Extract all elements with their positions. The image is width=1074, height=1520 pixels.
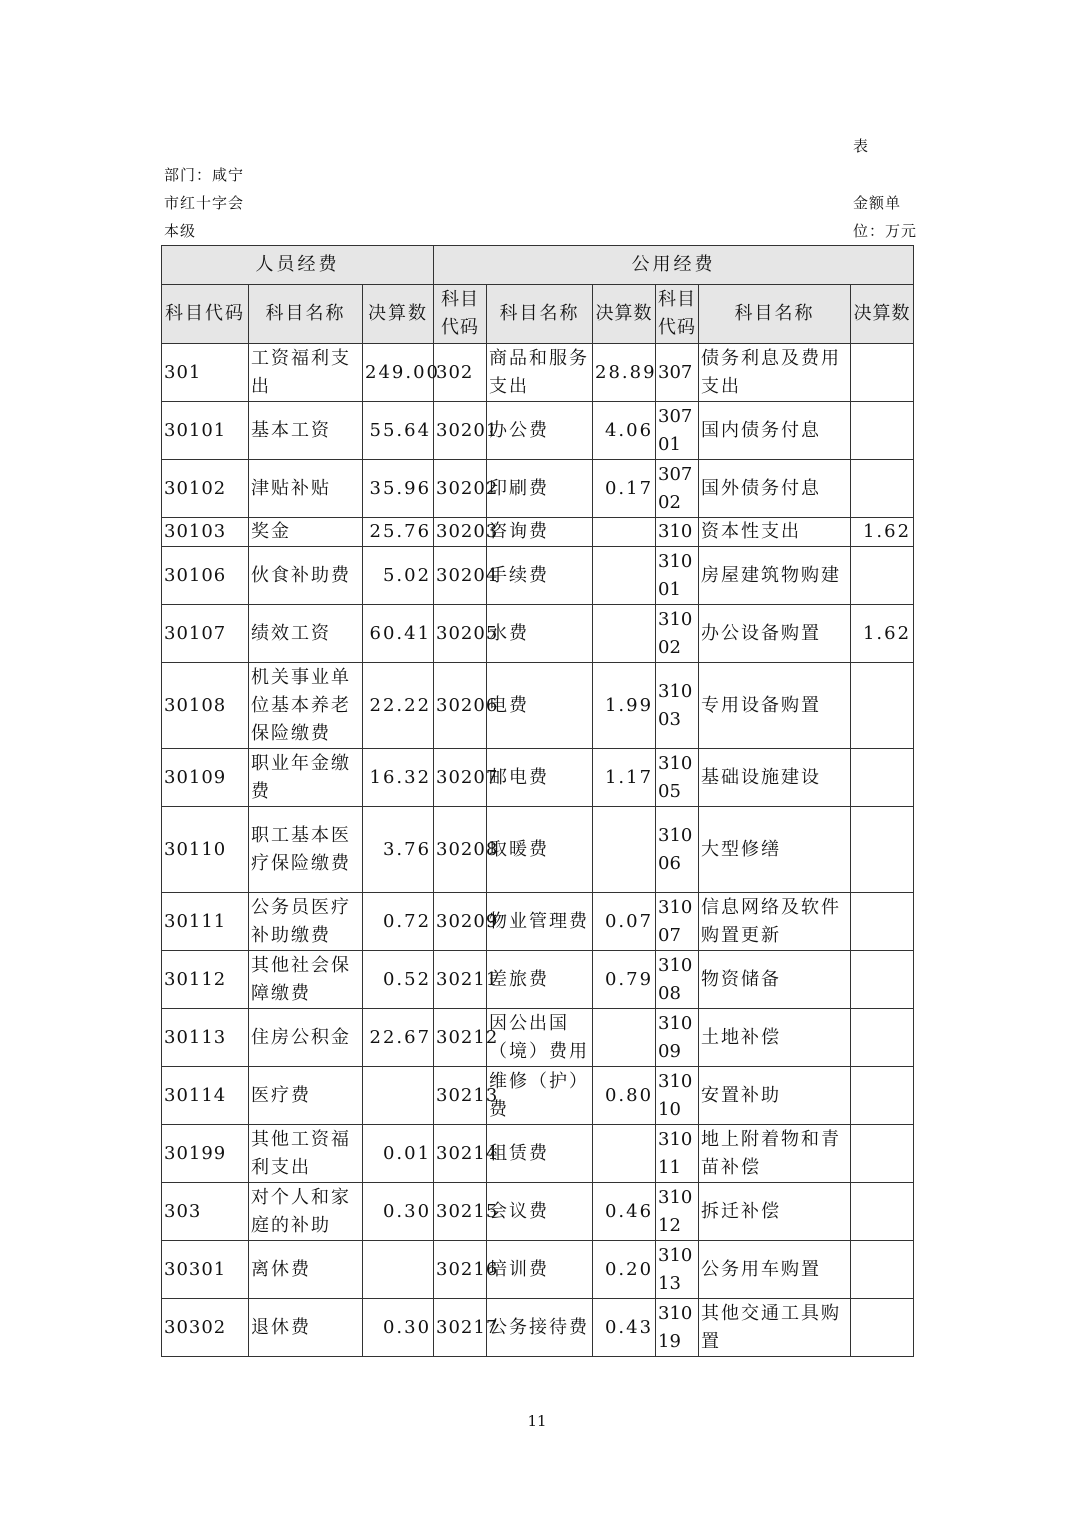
cell-name-3: 地上附着物和青苗补偿 — [699, 1125, 851, 1183]
cell-code-3: 31002 — [656, 605, 699, 663]
cell-code-3: 307 — [656, 344, 699, 402]
table-row — [162, 951, 914, 1009]
cell-code-3: 31010 — [656, 1067, 699, 1125]
cell-name-3: 基础设施建设 — [699, 749, 851, 807]
cell-amount-1: 16.32 — [363, 749, 434, 807]
cell-name-3: 债务利息及费用支出 — [699, 344, 851, 402]
cell-amount-2 — [593, 518, 656, 547]
cell-code-1: 30110 — [162, 807, 249, 893]
cell-name-3: 大型修缮 — [699, 807, 851, 893]
table-row — [162, 807, 914, 893]
department-label-line3: 本级 — [164, 222, 197, 240]
cell-name-1: 工资福利支出 — [249, 344, 363, 402]
cell-amount-2: 1.17 — [593, 749, 656, 807]
cell-amount-3: 1.62 — [851, 605, 914, 663]
cell-amount-3 — [851, 1241, 914, 1299]
cell-code-2: 30209 — [434, 893, 487, 951]
department-label-line1: 部门：咸宁 — [164, 166, 245, 184]
cell-amount-2: 0.43 — [593, 1299, 656, 1357]
cell-code-3: 31001 — [656, 547, 699, 605]
cell-amount-1: 60.41 — [363, 605, 434, 663]
cell-amount-1: 249.00 — [363, 344, 434, 402]
cell-amount-2: 0.17 — [593, 460, 656, 518]
cell-amount-1: 3.76 — [363, 807, 434, 893]
cell-amount-2: 0.07 — [593, 893, 656, 951]
cell-code-1: 30199 — [162, 1125, 249, 1183]
cell-name-1: 绩效工资 — [249, 605, 363, 663]
cell-name-3: 物资储备 — [699, 951, 851, 1009]
cell-name-1: 公务员医疗补助缴费 — [249, 893, 363, 951]
cell-amount-1: 55.64 — [363, 402, 434, 460]
cell-amount-2 — [593, 1125, 656, 1183]
cell-amount-1: 22.22 — [363, 663, 434, 749]
cell-name-3: 资本性支出 — [699, 518, 851, 547]
cell-code-2: 30208 — [434, 807, 487, 893]
cell-code-2: 30205 — [434, 605, 487, 663]
cell-amount-2 — [593, 547, 656, 605]
cell-amount-3 — [851, 1299, 914, 1357]
cell-name-2: 水费 — [487, 605, 593, 663]
table-row — [162, 518, 914, 547]
cell-amount-2: 1.99 — [593, 663, 656, 749]
cell-amount-3 — [851, 1067, 914, 1125]
cell-amount-3: 1.62 — [851, 518, 914, 547]
cell-amount-2: 0.80 — [593, 1067, 656, 1125]
table-row — [162, 605, 914, 663]
cell-amount-1: 0.30 — [363, 1299, 434, 1357]
col-header-name-2: 科目名称 — [487, 285, 593, 344]
table-row — [162, 344, 914, 402]
cell-name-1: 职业年金缴费 — [249, 749, 363, 807]
cell-amount-1: 0.30 — [363, 1183, 434, 1241]
cell-code-2: 30201 — [434, 402, 487, 460]
cell-amount-1: 0.52 — [363, 951, 434, 1009]
cell-amount-3 — [851, 547, 914, 605]
table-row — [162, 893, 914, 951]
cell-amount-3 — [851, 460, 914, 518]
cell-name-2: 因公出国（境）费用 — [487, 1009, 593, 1067]
cell-code-1: 30108 — [162, 663, 249, 749]
cell-name-1: 住房公积金 — [249, 1009, 363, 1067]
cell-name-2: 商品和服务支出 — [487, 344, 593, 402]
cell-name-3: 专用设备购置 — [699, 663, 851, 749]
cell-amount-2 — [593, 1009, 656, 1067]
cell-amount-2: 28.89 — [593, 344, 656, 402]
cell-amount-2: 0.20 — [593, 1241, 656, 1299]
cell-name-1: 其他工资福利支出 — [249, 1125, 363, 1183]
cell-name-1: 机关事业单位基本养老保险缴费 — [249, 663, 363, 749]
cell-code-3: 30701 — [656, 402, 699, 460]
col-header-code-3: 科目代码 — [656, 285, 699, 344]
cell-name-2: 邮电费 — [487, 749, 593, 807]
cell-name-1: 基本工资 — [249, 402, 363, 460]
cell-code-2: 30211 — [434, 951, 487, 1009]
table-row — [162, 1299, 914, 1357]
expenditure-table — [161, 245, 914, 1357]
col-header-code-2: 科目代码 — [434, 285, 487, 344]
cell-code-1: 30107 — [162, 605, 249, 663]
cell-name-3: 土地补偿 — [699, 1009, 851, 1067]
cell-name-2: 维修（护）费 — [487, 1067, 593, 1125]
cell-name-3: 信息网络及软件购置更新 — [699, 893, 851, 951]
cell-amount-1: 5.02 — [363, 547, 434, 605]
cell-code-1: 30106 — [162, 547, 249, 605]
cell-code-2: 30203 — [434, 518, 487, 547]
cell-code-2: 30213 — [434, 1067, 487, 1125]
cell-amount-2 — [593, 807, 656, 893]
cell-amount-2: 4.06 — [593, 402, 656, 460]
cell-code-1: 30302 — [162, 1299, 249, 1357]
table-row — [162, 749, 914, 807]
cell-amount-1: 25.76 — [363, 518, 434, 547]
cell-amount-3 — [851, 344, 914, 402]
cell-name-2: 会议费 — [487, 1183, 593, 1241]
unit-label-line1: 金额单 — [853, 194, 902, 212]
cell-name-2: 培训费 — [487, 1241, 593, 1299]
cell-code-3: 31003 — [656, 663, 699, 749]
col-header-amount-2: 决算数 — [593, 285, 656, 344]
cell-code-1: 30301 — [162, 1241, 249, 1299]
cell-amount-3 — [851, 1009, 914, 1067]
table-row — [162, 460, 914, 518]
cell-code-3: 31011 — [656, 1125, 699, 1183]
cell-amount-2: 0.46 — [593, 1183, 656, 1241]
cell-name-1: 伙食补助费 — [249, 547, 363, 605]
cell-name-1: 离休费 — [249, 1241, 363, 1299]
cell-amount-1 — [363, 1067, 434, 1125]
cell-name-3: 其他交通工具购置 — [699, 1299, 851, 1357]
cell-code-1: 30113 — [162, 1009, 249, 1067]
cell-code-3: 31008 — [656, 951, 699, 1009]
cell-code-3: 31013 — [656, 1241, 699, 1299]
cell-name-1: 对个人和家庭的补助 — [249, 1183, 363, 1241]
cell-code-2: 30216 — [434, 1241, 487, 1299]
table-row — [162, 663, 914, 749]
cell-code-3: 31019 — [656, 1299, 699, 1357]
cell-code-1: 30114 — [162, 1067, 249, 1125]
cell-name-1: 退休费 — [249, 1299, 363, 1357]
cell-code-1: 30101 — [162, 402, 249, 460]
group-header-personnel: 人员经费 — [162, 246, 434, 285]
cell-code-3: 31007 — [656, 893, 699, 951]
cell-amount-1: 35.96 — [363, 460, 434, 518]
cell-name-3: 房屋建筑物购建 — [699, 547, 851, 605]
cell-code-2: 30215 — [434, 1183, 487, 1241]
cell-name-2: 租赁费 — [487, 1125, 593, 1183]
cell-name-2: 印刷费 — [487, 460, 593, 518]
cell-name-1: 津贴补贴 — [249, 460, 363, 518]
unit-label-line2: 位：万元 — [853, 222, 918, 240]
cell-code-1: 30111 — [162, 893, 249, 951]
cell-name-2: 公务接待费 — [487, 1299, 593, 1357]
cell-name-2: 手续费 — [487, 547, 593, 605]
cell-amount-3 — [851, 402, 914, 460]
cell-amount-3 — [851, 1125, 914, 1183]
cell-name-3: 安置补助 — [699, 1067, 851, 1125]
cell-amount-3 — [851, 807, 914, 893]
cell-name-2: 办公费 — [487, 402, 593, 460]
cell-amount-1 — [363, 1241, 434, 1299]
cell-amount-3 — [851, 893, 914, 951]
cell-code-2: 30207 — [434, 749, 487, 807]
cell-name-2: 取暖费 — [487, 807, 593, 893]
cell-code-3: 31005 — [656, 749, 699, 807]
cell-code-1: 30112 — [162, 951, 249, 1009]
cell-name-1: 奖金 — [249, 518, 363, 547]
col-header-code-1: 科目代码 — [162, 285, 249, 344]
cell-code-3: 31012 — [656, 1183, 699, 1241]
group-header-public: 公用经费 — [434, 246, 914, 285]
cell-code-1: 301 — [162, 344, 249, 402]
cell-amount-1: 0.01 — [363, 1125, 434, 1183]
cell-name-2: 差旅费 — [487, 951, 593, 1009]
cell-code-1: 30103 — [162, 518, 249, 547]
cell-name-3: 国内债务付息 — [699, 402, 851, 460]
cell-code-3: 31009 — [656, 1009, 699, 1067]
cell-amount-3 — [851, 951, 914, 1009]
cell-code-3: 310 — [656, 518, 699, 547]
cell-name-1: 其他社会保障缴费 — [249, 951, 363, 1009]
cell-code-2: 30212 — [434, 1009, 487, 1067]
cell-amount-2: 0.79 — [593, 951, 656, 1009]
table-label: 表 — [852, 137, 869, 155]
cell-amount-3 — [851, 749, 914, 807]
table-row — [162, 1241, 914, 1299]
cell-code-2: 30202 — [434, 460, 487, 518]
cell-code-2: 30217 — [434, 1299, 487, 1357]
table-row — [162, 1009, 914, 1067]
cell-code-1: 303 — [162, 1183, 249, 1241]
cell-code-2: 30206 — [434, 663, 487, 749]
cell-amount-1: 22.67 — [363, 1009, 434, 1067]
cell-amount-3 — [851, 1183, 914, 1241]
cell-code-2: 30204 — [434, 547, 487, 605]
cell-code-1: 30109 — [162, 749, 249, 807]
cell-name-1: 医疗费 — [249, 1067, 363, 1125]
table-row — [162, 1067, 914, 1125]
page-number: 11 — [527, 1412, 547, 1430]
cell-amount-3 — [851, 663, 914, 749]
cell-amount-2 — [593, 605, 656, 663]
cell-code-2: 302 — [434, 344, 487, 402]
cell-name-2: 电费 — [487, 663, 593, 749]
table-row — [162, 1125, 914, 1183]
cell-name-3: 公务用车购置 — [699, 1241, 851, 1299]
cell-name-1: 职工基本医疗保险缴费 — [249, 807, 363, 893]
cell-code-3: 31006 — [656, 807, 699, 893]
cell-name-3: 国外债务付息 — [699, 460, 851, 518]
department-label-line2: 市红十字会 — [164, 194, 245, 212]
col-header-name-1: 科目名称 — [249, 285, 363, 344]
cell-name-3: 办公设备购置 — [699, 605, 851, 663]
cell-name-3: 拆迁补偿 — [699, 1183, 851, 1241]
cell-name-2: 物业管理费 — [487, 893, 593, 951]
cell-code-2: 30214 — [434, 1125, 487, 1183]
col-header-amount-3: 决算数 — [851, 285, 914, 344]
cell-code-3: 30702 — [656, 460, 699, 518]
cell-code-1: 30102 — [162, 460, 249, 518]
table-row — [162, 1183, 914, 1241]
table-row — [162, 547, 914, 605]
col-header-name-3: 科目名称 — [699, 285, 851, 344]
table-row — [162, 402, 914, 460]
col-header-amount-1: 决算数 — [363, 285, 434, 344]
cell-amount-1: 0.72 — [363, 893, 434, 951]
cell-name-2: 咨询费 — [487, 518, 593, 547]
